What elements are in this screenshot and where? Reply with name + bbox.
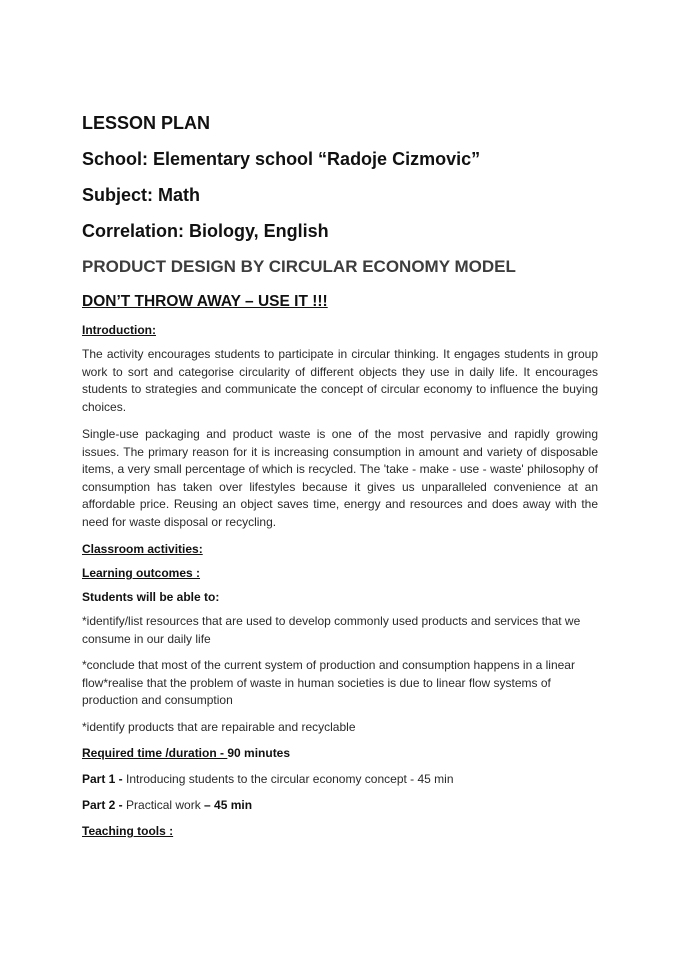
lesson-plan-title: LESSON PLAN: [82, 113, 211, 133]
part2-duration: – 45 min: [204, 798, 253, 812]
outcome-item: *identify/list resources that are used to develop commonly used products and services that we consume in our daily life: [82, 614, 581, 646]
design-title: PRODUCT DESIGN BY CIRCULAR ECONOMY MODEL: [82, 257, 516, 276]
students-able-label: Students will be able to:: [82, 590, 220, 604]
part1-label: Part 1 -: [82, 772, 127, 786]
classroom-activities-label: Classroom activities:: [82, 542, 203, 556]
part2-text: Practical work: [126, 798, 205, 812]
part2-label: Part 2 -: [82, 798, 127, 812]
document-page: [82, 112, 598, 847]
part2-row: [82, 797, 598, 813]
teaching-tools-label: Teaching tools :: [82, 824, 174, 838]
required-time-row: [82, 745, 598, 761]
outcome-item: *identify products that are repairable and recyclable: [82, 719, 356, 734]
activity-title: DON’T THROW AWAY – USE IT !!!: [82, 293, 328, 310]
introduction-label: Introduction:: [82, 323, 156, 337]
part1-text: Introducing students to the circular economy concept - 45 min: [126, 772, 454, 786]
school-line: School: Elementary school “Radoje Cizmovic”: [82, 149, 481, 169]
introduction-paragraph-1: The activity encourages students to participate in circular thinking. It engages students in group work to sort and categorise circularity of different objects they use in daily life. It encourages students to strategies and communicate the concept of circular economy to influence the buying choices.: [82, 347, 598, 414]
part1-row: [82, 771, 598, 787]
required-time-label: Required time /duration -: [82, 746, 228, 760]
subject-line: Subject: Math: [82, 185, 201, 205]
correlation-line: Correlation: Biology, English: [82, 221, 329, 241]
required-time-value: 90 minutes: [227, 746, 291, 760]
outcome-item: *conclude that most of the current system of production and consumption happens in a linear flow*realise that the problem of waste in human societies is due to linear flow systems of production and consumption: [82, 658, 575, 707]
introduction-paragraph-2: Single-use packaging and product waste is one of the most pervasive and rapidly growing issues. The primary reason for it is increasing consumption in amount and variety of disposable items, a very small percentage of which is recycled. The 'take - make - use - waste' philosophy of consumption has taken over lifestyles because it gives us unparalleled convenience at an affordable price. Reusing an object saves time, energy and resources and does away with the need for waste disposal or recycling.: [82, 427, 598, 529]
learning-outcomes-label: Learning outcomes :: [82, 566, 201, 580]
